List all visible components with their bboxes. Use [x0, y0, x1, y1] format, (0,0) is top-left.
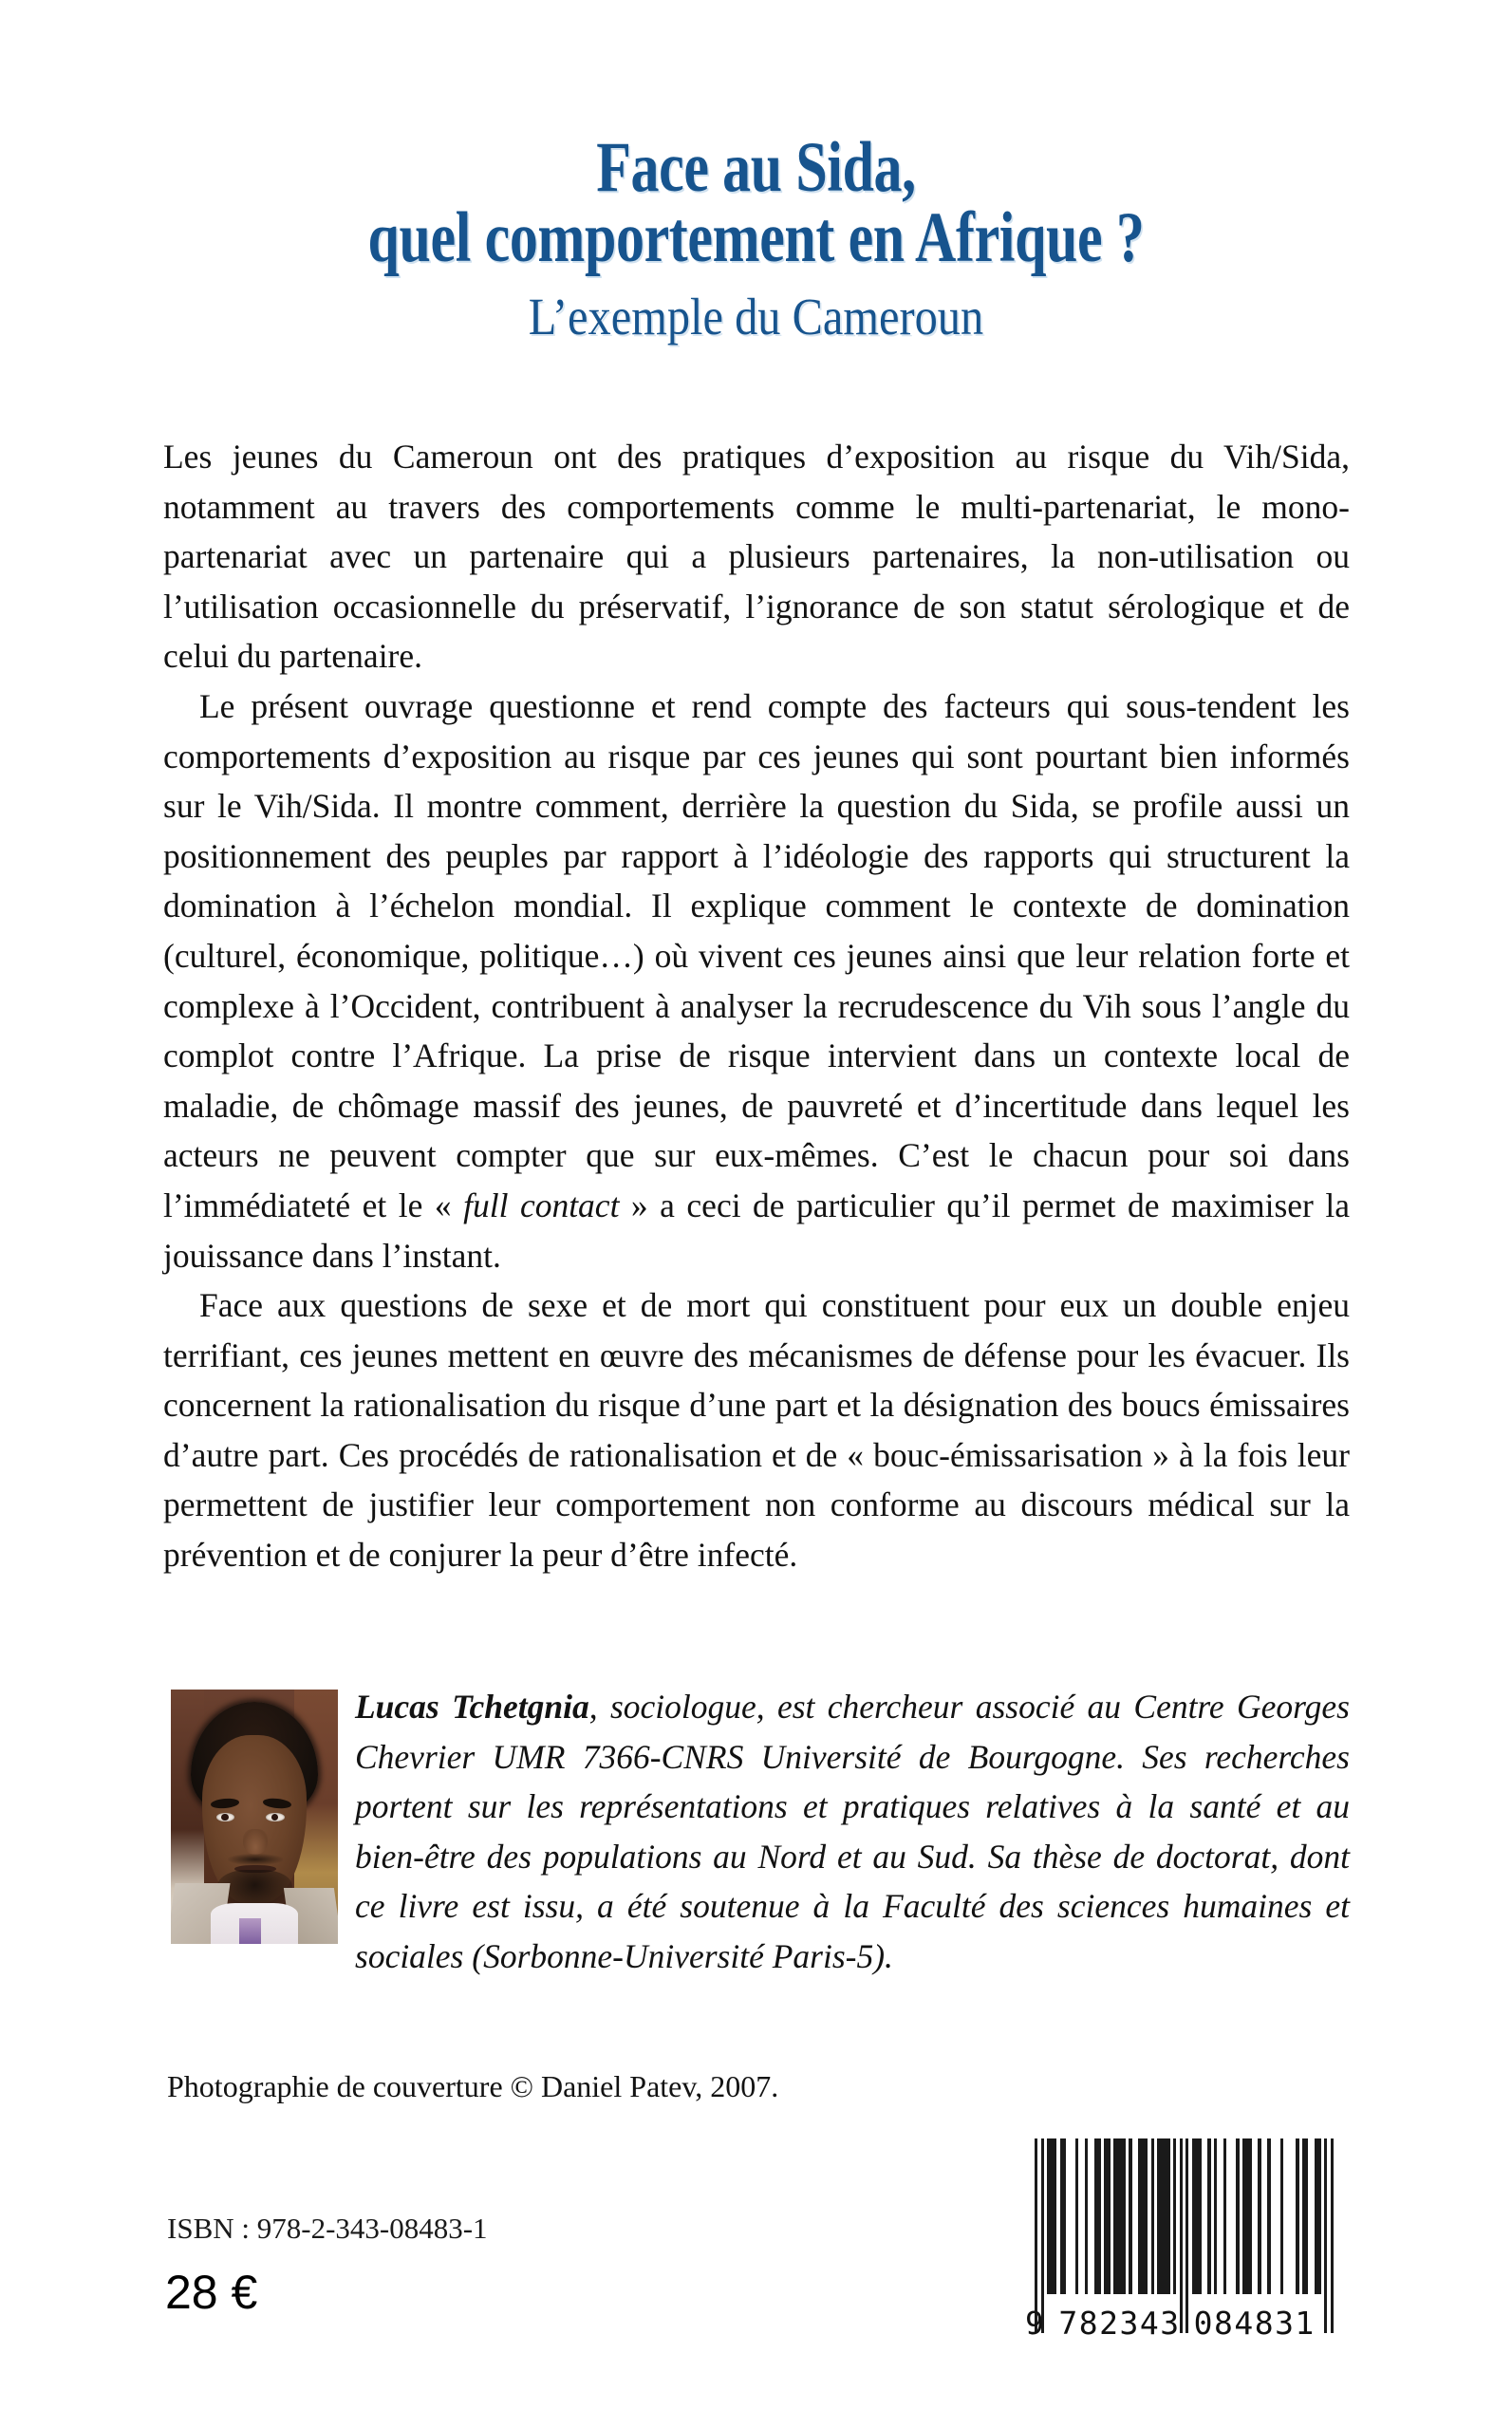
- price-label: 28 €: [165, 2266, 258, 2319]
- book-subtitle: L’exemple du Cameroun: [528, 288, 984, 345]
- barcode-lead-digit: 9: [1025, 2305, 1046, 2342]
- book-title-line-2: quel comportement en Afrique ?: [367, 198, 1145, 277]
- blurb-paragraph-2: [163, 682, 1350, 1280]
- cover-photo-credit: Photographie de couverture © Daniel Patev, 2007.: [167, 2069, 779, 2103]
- blurb-paragraph-2-part-1: Le présent ouvrage questionne et rend compte des facteurs qui sous-tendent les comportements d’exposition au risque par ces jeunes qui sont pourtant bien informés sur le Vih/Sida. Il montre comment, derrière la question du Sida, se profile aussi un positionnement des peuples par rapport à l’idéologie des rapports qui structurent la domination à l’échelon mondial. Il explique comment le contexte de domination (culturel, économique, politique…) où vivent ces jeunes ainsi que leur relation forte et complexe à l’Occident, contribuent à analyser la recrudescence du Vih sous l’angle du complot contre l’Afrique. La prise de risque intervient dans un contexte local de maladie, de chômage massif des jeunes, de pauvreté et d’incertitude dans lequel les acteurs ne peuvent compter que sur eux-mêmes. C’est le chacun pour soi dans l’immédiateté et le «: [163, 686, 1350, 1224]
- barcode-digits: [1025, 2305, 1348, 2342]
- barcode-right-group: 084831: [1193, 2305, 1316, 2342]
- author-bio-text: , sociologue, est chercheur associé au Centre Georges Chevrier UMR 7366-CNRS Université de Bourgogne. Ses recherches portent sur les représentations et pratiques relatives à la santé et au bien-être des populations au Nord et au Sud. Sa thèse de doctorat, dont ce livre est issu, a été soutenue à la Faculté des sciences humaines et sociales (Sorbonne-Université Paris-5).: [355, 1688, 1350, 1975]
- author-last-name: Tchetgnia: [452, 1688, 589, 1726]
- blurb-paragraph-3: Face aux questions de sexe et de mort qui constituent pour eux un double enjeu terrifiant, ces jeunes mettent en œuvre des mécanismes de défense pour les évacuer. Ils concernent la rationalisation du risque d’une part et la désignation des boucs émissaires d’autre part. Ces procédés de rationalisation et de « bouc-émissarisation » à la fois leur permettent de justifier leur comportement non conforme au discours médical sur la prévention et de conjurer la peur d’être infecté.: [163, 1286, 1350, 1575]
- isbn-label: ISBN : 978-2-343-08483-1: [167, 2212, 488, 2245]
- book-title-line-1: Face au Sida,: [596, 128, 916, 207]
- blurb-emphasis-full-contact: full contact: [463, 1186, 620, 1224]
- title-block: [0, 128, 1512, 345]
- blurb-paragraph-1: Les jeunes du Cameroun ont des pratiques d’exposition au risque du Vih/Sida, notamment au travers des comportements comme le multi-partenariat, le mono-partenariat avec un partenaire qui a plusieurs partenaires, la non-utilisation ou l’utilisation occasionnelle du préservatif, l’ignorance de son statut sérologique et de celui du partenaire.: [163, 438, 1350, 676]
- blurb-text: [163, 432, 1350, 1580]
- barcode-left-group: 782343: [1058, 2305, 1181, 2342]
- author-photo: [171, 1690, 338, 1944]
- blurb-paragraph-2-part-2: » a ceci de particulier qu’il permet de maximiser la jouissance dans l’instant.: [163, 1186, 1350, 1275]
- author-bio: [163, 1682, 1350, 1982]
- author-first-name: Lucas: [355, 1688, 453, 1726]
